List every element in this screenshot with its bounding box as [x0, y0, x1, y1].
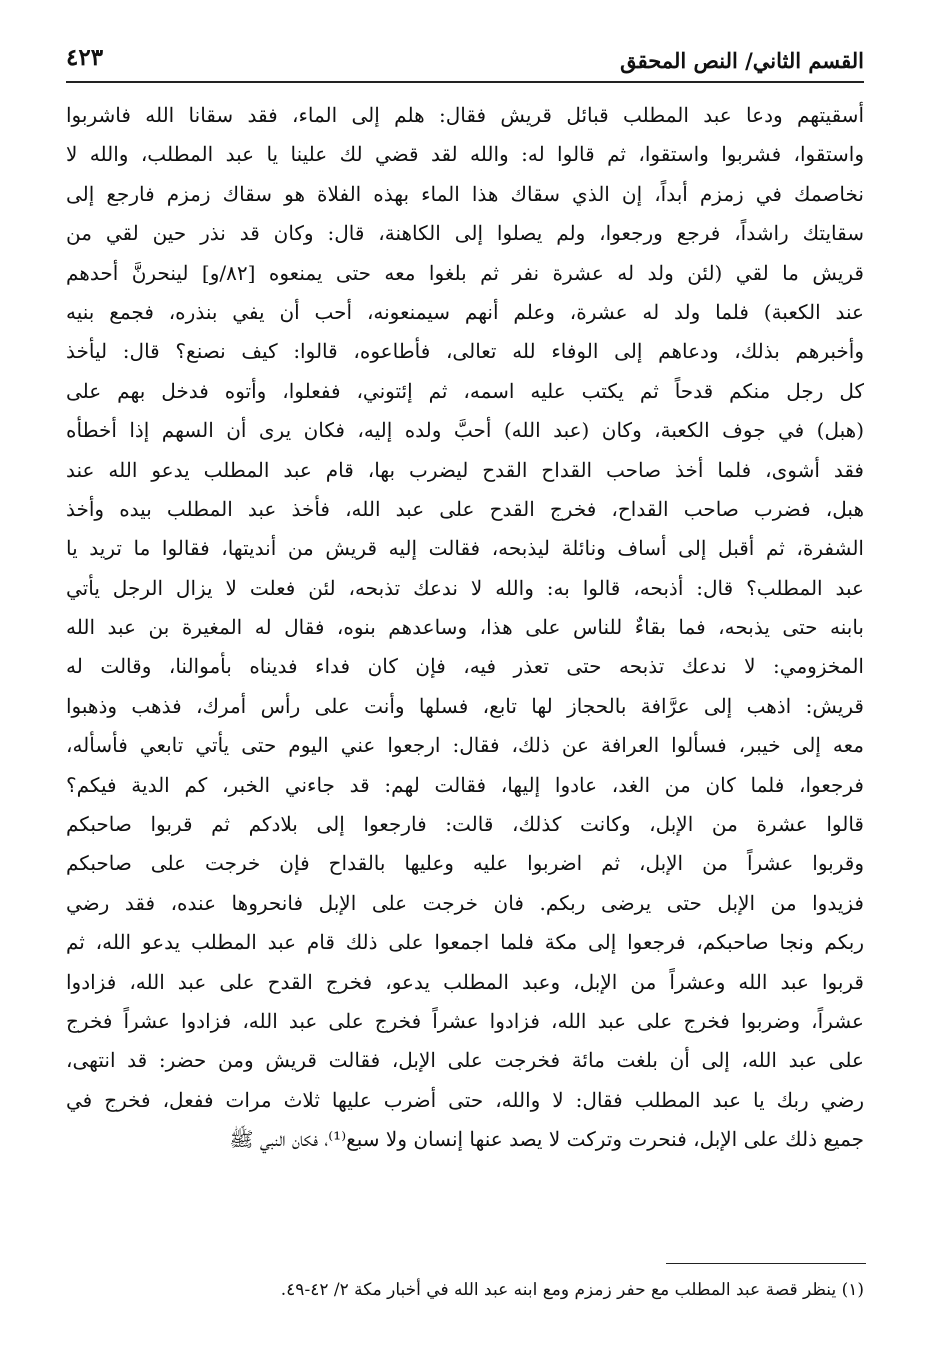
text-line: قربوا عبد الله وعشراً من الإبل، وعبد المطلب يدعو، فخرج القدح على عبد الله، فزادوا: [66, 969, 864, 994]
footnote-divider: [666, 1263, 866, 1264]
text-line: الشفرة، ثم أقبل إلى أساف ونائلة ليذبحه، فقالت إليه قريش من أنديتها، فقالوا ما تريد يا: [66, 536, 864, 561]
text-line: جميع ذلك على الإبل، فنحرت وتركت لا يصد عنها إنسان ولا سبع⁽¹⁾، فكان النبي ﷺ: [229, 1127, 864, 1152]
text-line: قريش: اذهب إلى عرَّافة بالحجاز لها تابع، فسلها وأنت على رأس أمرك، فذهب وذهبوا: [66, 693, 864, 718]
text-line: وقربوا عشراً من الإبل، ثم اضربوا عليه وعليها بالقداح فإن خرجت على صاحبكم: [66, 851, 864, 876]
text-line: فرجعوا، فلما كان من الغد، عادوا إليها، فقالت لهم: قد جاءني الخبر، كم الدية فيكم؟: [66, 772, 864, 797]
text-line: أسقيتهم ودعا عبد المطلب قبائل قريش فقال: هلم إلى الماء، فقد سقانا الله فاشربوا: [66, 103, 864, 127]
page-header: [66, 40, 864, 80]
text-line: قريش ما لقي (لئن ولد له عشرة نفر ثم بلغوا معه حتى يمنعوه [٨٢/و] لينحرنَّ أحدهم: [66, 260, 864, 285]
text-line: فزيدوا من الإبل حتى يرضى ربكم. فان خرجت على الإبل فانحروها عنده، فقد رضي: [66, 890, 864, 915]
text-line: المخزومي: لا ندعك تذبحه حتى تعذر فيه، فإن كان فداء فديناه بأموالنا، وقالت له: [66, 654, 864, 679]
text-line: عشراً، وضربوا فخرج على عبد الله، فزادوا عشراً فخرج على عبد الله، فزادوا عشراً فخرج: [66, 1008, 864, 1033]
footnote: (١) ينظر قصة عبد المطلب مع حفر زمزم ومع ابنه عبد الله في أخبار مكة ٢/ ٤٢-٤٩.: [280, 1280, 864, 1300]
text-line: فقد أشوى، فلما أخذ صاحب القداح القدح ليضرب بها، قام عبد المطلب يدعو الله عند: [66, 457, 864, 482]
text-line: رضي ربك يا عبد المطلب فقال: لا والله، حتى أضرب عليها ثلاث مرات ففعل، فخرج في: [66, 1087, 864, 1112]
text-line: عند الكعبة) فلما ولد له عشرة، وعلم أنهم سيمنعونه، أحب أن يفي بنذره، فجمع بنيه: [66, 299, 864, 324]
body-text: [66, 96, 864, 1160]
text-line: كل رجل منكم قدحاً ثم يكتب عليه اسمه، ثم إئتوني، ففعلوا، وأتوه فدخل بهم على: [66, 378, 864, 403]
text-line: نخاصمك في زمزم أبداً، إن الذي سقاك هذا الماء بهذه الفلاة هو سقاك زمزم فارجع إلى: [66, 181, 864, 206]
text-line: على عبد الله، إلى أن بلغت مائة فخرجت على الإبل، فقالت قريش ومن حضر: قد انتهى،: [66, 1048, 864, 1073]
text-line: (هبل) في جوف الكعبة، وكان (عبد الله) أحبَّ ولده إليه، فكان يرى أن السهم إذا أخطأه: [66, 418, 864, 443]
text-line: عبد المطلب؟ قال: أذبحه، قالوا به: والله لا ندعك تذبحه، لئن فعلت لا يزال الرجل يأتي: [66, 575, 864, 600]
text-line: هبل، فضرب صاحب القداح، فخرج القدح على عبد الله، فأخذ عبد المطلب بيده وأخذ: [66, 496, 864, 521]
header-divider: [66, 81, 864, 83]
page-number: ٤٢٣: [66, 44, 104, 71]
text-line: ربكم ونجا صاحبكم، فرجعوا إلى مكة فلما اجمعوا على ذلك قام عبد المطلب يدعو الله، ثم: [66, 930, 864, 955]
section-title: القسم الثاني/ النص المحقق: [620, 48, 864, 73]
text-line: بابنه حتى يذبحه، فما بقاءٌ للناس على هذا، وساعدهم بنوه، فقال له المغيرة بن عبد الله: [66, 615, 864, 640]
text-line: سقايتك راشداً، فرجع ورجعوا، ولم يصلوا إلى الكاهنة، قال: وكان قد نذر حين لقي من: [66, 221, 864, 246]
text-line: وأخبرهم بذلك، ودعاهم إلى الوفاء لله تعالى، فأطاعوه، قالوا: كيف نصنع؟ قال: ليأخذ: [66, 339, 864, 364]
text-line: قالوا عشرة من الإبل، وكانت كذلك، قالت: فارجعوا إلى بلادكم ثم قربوا صاحبكم: [66, 812, 864, 837]
text-line: واستقوا، فشربوا واستقوا، ثم قالوا له: والله لقد قضي لك علينا يا عبد المطلب، والله لا: [66, 142, 864, 167]
text-line: معه إلى خيبر، فسألوا العرافة عن ذلك، فقال: ارجعوا عني اليوم حتى يأتي تابعي فأسأله،: [66, 733, 864, 758]
